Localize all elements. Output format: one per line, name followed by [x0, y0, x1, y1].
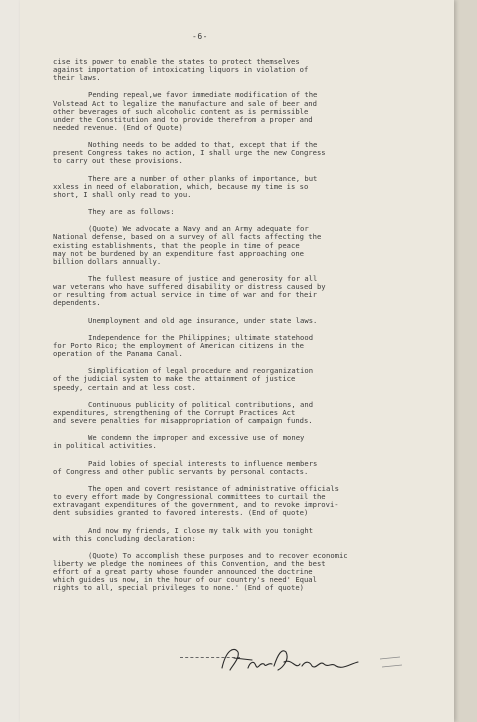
page-number: -6-: [192, 32, 208, 41]
paragraph: The fullest measure of justice and generosity for all war veterans who have suffered disability or distress caused by or resulting from actual service in time of war and for their dependents.: [53, 274, 326, 308]
paragraph: There are a number of other planks of importance, but xxless in need of elaboration, which, because my time is so short, I shall only read to you.: [53, 173, 318, 199]
paragraph: The open and covert resistance of administrative officials to every effort made by Congressional committees to curtail the extravagant expenditures of the government, and to revoke improvi- dent subsidies granted to favored interests. (End of quote): [53, 484, 339, 518]
paragraph: Paid lobies of special interests to influence members of Congress and other public servants by personal contacts.: [53, 458, 318, 476]
paragraph: We condemn the improper and excessive use of money in political activities.: [53, 433, 305, 451]
paragraph: And now my friends, I close my talk with you tonight with this concluding declaration:: [53, 525, 314, 543]
paragraph: Pending repeal,we favor immediate modification of the Volstead Act to legalize the manufacture and sale of beer and other beverages of such alcoholic content as is permissible under the Constitution and to provide therefrom a proper and needed revenue. (End of Quote): [53, 90, 318, 132]
paragraph: Continuous publicity of political contributions, and expenditures, strengthening of the Corrupt Practices Act and severe penalties for misappropriation of campaign funds.: [53, 399, 314, 425]
paragraph: (Quote) We advocate a Navy and an Army adequate for National defense, based on a survey of all facts affecting the existing establishments, that the people in time of peace may not be burdened by an expenditure fast approaching one billion dollars annually.: [53, 224, 322, 266]
paragraph: Nothing needs to be added to that, except that if the present Congress takes no action, I shall urge the new Congress to carry out these provisions.: [53, 140, 326, 166]
page-body: [53, 58, 439, 602]
signature-image: [212, 640, 362, 680]
paragraph: (Quote) To accomplish these purposes and to recover economic liberty we pledge the nominees of this Convention, and the best effort of a great party whose founder announced the doctrine which guides us now, in the hour of our country's need' Equal rights to all, special privileges to none.' (End of quote): [53, 550, 348, 593]
paragraph: They are as follows:: [88, 207, 175, 217]
typed-page: [20, 0, 454, 722]
paragraph: cise its power to enable the states to protect themselves against importation of intoxicating liquors in violation of their laws.: [53, 57, 309, 83]
paragraph: Unemployment and old age insurance, under state laws.: [88, 315, 318, 325]
pencil-mark: [376, 653, 406, 673]
paragraph: Independence for the Philippines; ultimate statehood for Porto Rico; the employment of American citizens in the operation of the Panama Canal.: [53, 332, 314, 359]
paragraph: Simplification of legal procedure and reorganization of the judicial system to make the attainment of justice speedy, certain and at less cost.: [53, 366, 314, 392]
